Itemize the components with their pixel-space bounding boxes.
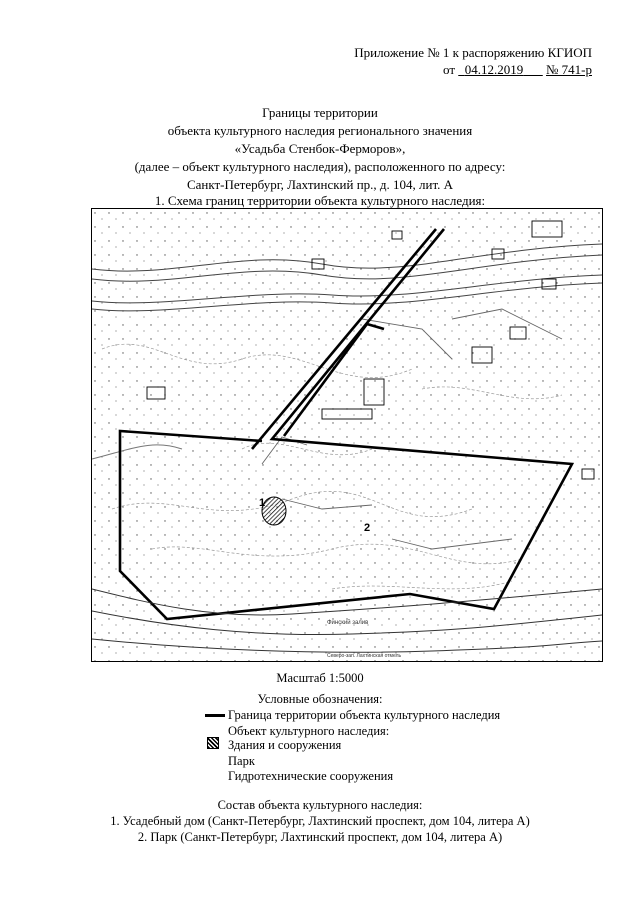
- title-line-5: Санкт-Петербург, Лахтинский пр., д. 104, лит. А: [186, 177, 454, 192]
- legend-object-heading: Объект культурного наследия:: [228, 724, 390, 738]
- map-label-2: 2: [364, 522, 371, 534]
- map-scale: Масштаб 1:5000: [276, 671, 364, 685]
- title-line-3: «Усадьба Стенбок-Ферморов»,: [234, 141, 406, 156]
- composition-title: Состав объекта культурного наследия:: [217, 798, 423, 812]
- map-label-1: 1: [259, 497, 266, 509]
- legend-title: Условные обозначения:: [257, 692, 383, 706]
- boundary-line-symbol: [205, 714, 225, 717]
- legend-boundary: Граница территории объекта культурного наследия: [228, 708, 501, 722]
- annex-header: [354, 44, 592, 78]
- document-title: [0, 104, 640, 194]
- legend-park: Парк: [228, 754, 255, 768]
- map-shoal-label: Северо-зап. Лахтинская отмель: [327, 653, 402, 659]
- buildings-hatch-symbol: [207, 737, 219, 749]
- legend-buildings: Здания и сооружения: [228, 738, 342, 752]
- annex-line: Приложение № 1 к распоряжению КГИОП: [354, 45, 592, 60]
- title-line-1: Границы территории: [262, 105, 378, 120]
- schema-heading: 1. Схема границ территории объекта культурного наследия:: [154, 193, 486, 208]
- title-line-4: (далее – объект культурного наследия), расположенного по адресу:: [134, 159, 506, 174]
- annex-date-line: [354, 61, 592, 78]
- legend-hydro: Гидротехнические сооружения: [228, 769, 394, 783]
- annex-number: № 741-р: [546, 62, 592, 77]
- map-gulf-label: Финский залив: [327, 620, 369, 626]
- manor-house-building: [262, 497, 286, 525]
- map-drawing: [92, 209, 602, 661]
- boundary-map: [91, 208, 603, 662]
- composition-item-1: 1. Усадебный дом (Санкт-Петербург, Лахтинский проспект, дом 104, литера А): [110, 814, 530, 828]
- annex-prefix: от: [443, 62, 456, 77]
- title-line-2: объекта культурного наследия регионального значения: [167, 123, 473, 138]
- annex-date: 04.12.2019: [464, 62, 524, 77]
- composition-item-2: 2. Парк (Санкт-Петербург, Лахтинский проспект, дом 104, литера А): [137, 830, 503, 844]
